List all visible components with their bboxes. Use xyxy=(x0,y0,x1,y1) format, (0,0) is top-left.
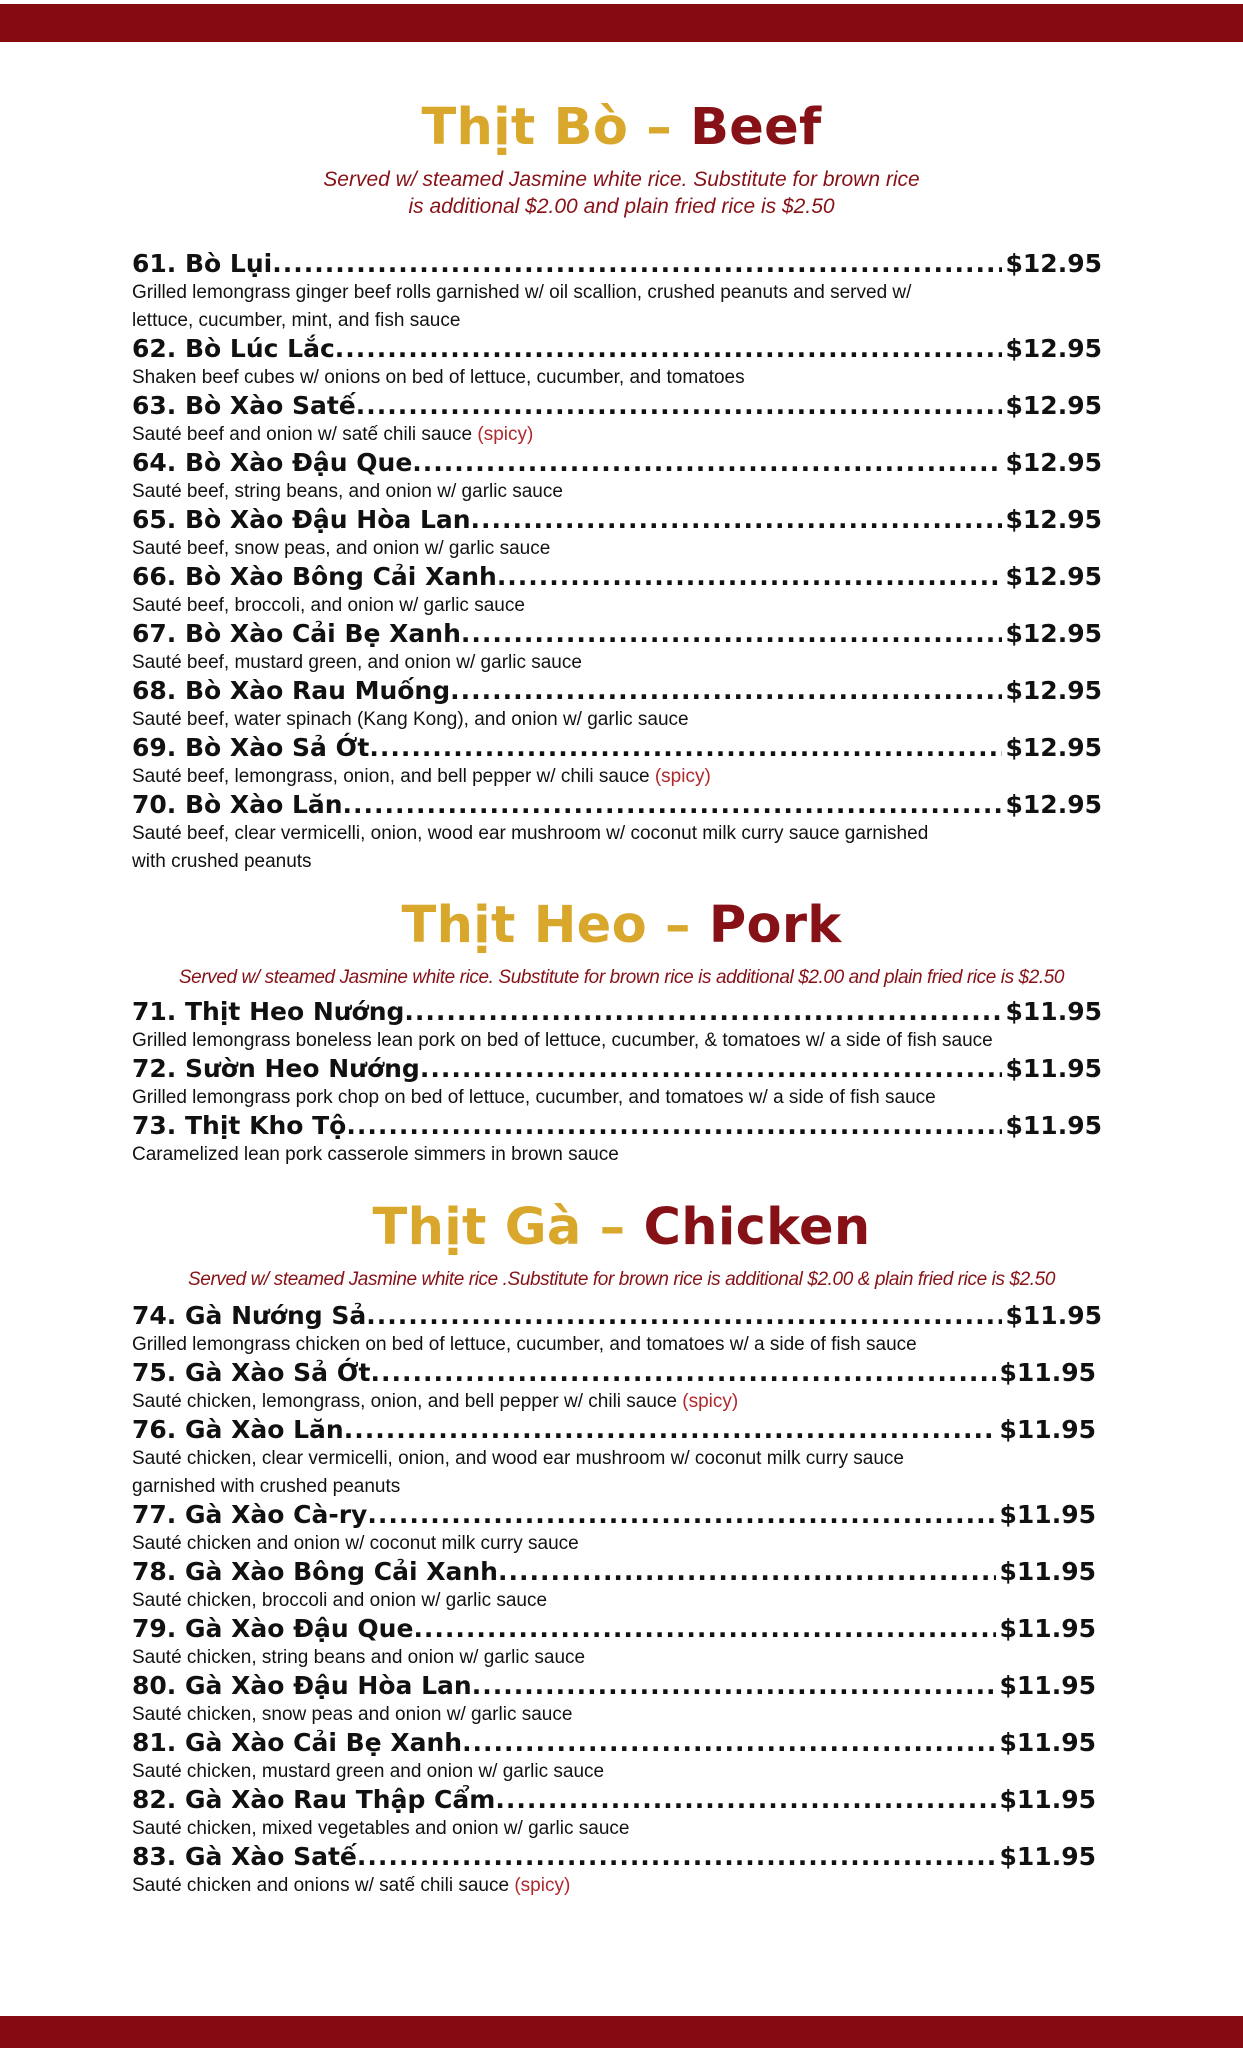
menu-item xyxy=(132,1613,1102,1670)
dot-leader xyxy=(462,1727,995,1759)
item-description: Sauté chicken, string beans and onion w/ garlic sauce xyxy=(132,1647,586,1668)
pork-menu-list xyxy=(132,996,1102,1167)
item-price: $11.95 xyxy=(999,1415,1096,1444)
chicken-section-title xyxy=(0,1198,1243,1258)
pork-rice-note: Served w/ steamed Jasmine white rice. Substitute for brown rice is additional $2.00 and plain fried rice is $2.50 xyxy=(178,967,1065,988)
dot-leader xyxy=(461,618,1002,650)
item-price: $12.95 xyxy=(1005,249,1102,278)
dot-leader xyxy=(335,333,1002,365)
item-name: 70. Bò Xào Lăn xyxy=(132,790,343,819)
item-name: 67. Bò Xào Cải Bẹ Xanh xyxy=(132,619,461,648)
item-description-text: Sauté beef, lemongrass, onion, and bell pepper w/ chili sauce xyxy=(132,766,655,787)
dot-leader xyxy=(369,732,1001,764)
item-price: $11.95 xyxy=(999,1785,1096,1814)
menu-item xyxy=(132,1784,1102,1841)
item-description: Shaken beef cubes w/ onions on bed of lettuce, cucumber, and tomatoes xyxy=(132,367,745,388)
dot-leader xyxy=(498,1556,996,1588)
menu-item xyxy=(132,561,1102,618)
dot-leader xyxy=(472,1670,996,1702)
item-price: $12.95 xyxy=(1005,676,1102,705)
item-name: 80. Gà Xào Đậu Hòa Lan xyxy=(132,1671,472,1700)
menu-item xyxy=(132,1841,1102,1898)
chicken-title-eng: Chicken xyxy=(643,1198,871,1257)
item-price: $12.95 xyxy=(1005,790,1102,819)
item-name: 68. Bò Xào Rau Muống xyxy=(132,676,451,705)
spicy-label: (spicy) xyxy=(682,1391,739,1412)
beef-menu-list xyxy=(132,248,1102,874)
dot-leader xyxy=(272,248,1001,280)
item-price: $11.95 xyxy=(1005,1111,1102,1140)
beef-section-title xyxy=(0,98,1243,158)
item-price: $11.95 xyxy=(1005,997,1102,1026)
chicken-menu-list xyxy=(132,1300,1102,1898)
item-description: Sauté beef, snow peas, and onion w/ garlic sauce xyxy=(132,538,551,559)
item-price: $12.95 xyxy=(1005,562,1102,591)
menu-item xyxy=(132,504,1102,561)
item-name: 79. Gà Xào Đậu Que xyxy=(132,1614,414,1643)
item-name: 77. Gà Xào Cà-ry xyxy=(132,1500,368,1529)
item-name: 76. Gà Xào Lăn xyxy=(132,1415,344,1444)
item-price: $11.95 xyxy=(999,1614,1096,1643)
item-description: Sauté beef, string beans, and onion w/ garlic sauce xyxy=(132,481,563,502)
item-description-text: Sauté chicken, lemongrass, onion, and bell pepper w/ chili sauce xyxy=(132,1391,683,1412)
spicy-label: (spicy) xyxy=(654,766,711,787)
spicy-label: (spicy) xyxy=(514,1875,571,1896)
menu-item xyxy=(132,618,1102,675)
item-name: 75. Gà Xào Sả Ớt xyxy=(132,1358,371,1387)
menu-item xyxy=(132,248,1102,333)
item-name: 71. Thịt Heo Nướng xyxy=(132,997,405,1026)
chicken-rice-note: Served w/ steamed Jasmine white rice .Substitute for brown rice is additional $2.00 & plain fried rice is $2.50 xyxy=(188,1269,1055,1290)
item-description: Grilled lemongrass chicken on bed of lettuce, cucumber, and tomatoes w/ a side of fish sauce xyxy=(132,1334,917,1355)
beef-rice-note-line2: is additional $2.00 and plain fried rice is $2.50 xyxy=(408,195,835,218)
item-price: $11.95 xyxy=(999,1842,1096,1871)
chicken-title-viet: Thịt Gà – xyxy=(372,1198,644,1257)
item-description: Sauté chicken, mustard green and onion w/ garlic sauce xyxy=(132,1761,605,1782)
item-price: $11.95 xyxy=(1005,1301,1102,1330)
menu-item xyxy=(132,732,1102,789)
menu-item xyxy=(132,1053,1102,1110)
item-name: 69. Bò Xào Sả Ớt xyxy=(132,733,370,762)
item-price: $12.95 xyxy=(1005,733,1102,762)
item-name: 83. Gà Xào Satế xyxy=(132,1842,357,1871)
item-description xyxy=(132,421,932,449)
item-price: $11.95 xyxy=(999,1728,1096,1757)
dot-leader xyxy=(471,504,1002,536)
menu-item xyxy=(132,1556,1102,1613)
item-name: 64. Bò Xào Đậu Que xyxy=(132,448,413,477)
beef-rice-note xyxy=(0,166,1243,220)
dot-leader xyxy=(404,996,1001,1028)
item-name: 61. Bò Lụi xyxy=(132,249,273,278)
dot-leader xyxy=(495,1784,995,1816)
top-banner-bar xyxy=(0,4,1243,42)
dot-leader xyxy=(450,675,1001,707)
item-description: Grilled lemongrass boneless lean pork on bed of lettuce, cucumber, & tomatoes w/ a side of fish sauce xyxy=(132,1030,993,1051)
menu-item xyxy=(132,1357,1102,1414)
item-price: $11.95 xyxy=(1005,1054,1102,1083)
item-name: 81. Gà Xào Cải Bẹ Xanh xyxy=(132,1728,463,1757)
menu-item xyxy=(132,1110,1102,1167)
item-description: Caramelized lean pork casserole simmers in brown sauce xyxy=(132,1144,619,1165)
dot-leader xyxy=(497,561,1002,593)
pork-title-eng: Pork xyxy=(708,896,842,955)
item-name: 66. Bò Xào Bông Cải Xanh xyxy=(132,562,497,591)
dot-leader xyxy=(356,390,1002,422)
menu-item xyxy=(132,1414,1102,1499)
dot-leader xyxy=(366,1300,1001,1332)
item-description: Grilled lemongrass pork chop on bed of lettuce, cucumber, and tomatoes w/ a side of fish sauce xyxy=(132,1087,936,1108)
item-name: 63. Bò Xào Satế xyxy=(132,391,356,420)
item-description: Sauté chicken and onion w/ coconut milk curry sauce xyxy=(132,1533,579,1554)
item-price: $12.95 xyxy=(1005,334,1102,363)
menu-item xyxy=(132,675,1102,732)
menu-item xyxy=(132,1499,1102,1556)
menu-item xyxy=(132,390,1102,447)
dot-leader xyxy=(413,1613,995,1645)
item-price: $12.95 xyxy=(1005,448,1102,477)
beef-title-eng: Beef xyxy=(690,98,822,157)
item-name: 72. Sườn Heo Nướng xyxy=(132,1054,420,1083)
item-price: $11.95 xyxy=(999,1671,1096,1700)
item-name: 74. Gà Nướng Sả xyxy=(132,1301,367,1330)
item-description: Sauté chicken, clear vermicelli, onion, and wood ear mushroom w/ coconut milk curry sauce garnished with crushed peanuts xyxy=(132,1448,904,1497)
dot-leader xyxy=(412,447,1001,479)
item-price: $11.95 xyxy=(999,1557,1096,1586)
item-description: Sauté chicken, snow peas and onion w/ garlic sauce xyxy=(132,1704,573,1725)
dot-leader xyxy=(344,1414,996,1446)
item-name: 82. Gà Xào Rau Thập Cẩm xyxy=(132,1785,496,1814)
item-price: $12.95 xyxy=(1005,505,1102,534)
item-description: Sauté chicken, broccoli and onion w/ garlic sauce xyxy=(132,1590,548,1611)
menu-item xyxy=(132,996,1102,1053)
item-price: $12.95 xyxy=(1005,619,1102,648)
item-name: 65. Bò Xào Đậu Hòa Lan xyxy=(132,505,471,534)
item-description: Sauté chicken, mixed vegetables and onion w/ garlic sauce xyxy=(132,1818,630,1839)
item-description xyxy=(132,1388,932,1416)
menu-item xyxy=(132,789,1102,874)
item-description: Sauté beef, broccoli, and onion w/ garlic sauce xyxy=(132,595,525,616)
item-name: 78. Gà Xào Bông Cải Xanh xyxy=(132,1557,498,1586)
menu-item xyxy=(132,1727,1102,1784)
item-description: Sauté beef, mustard green, and onion w/ garlic sauce xyxy=(132,652,582,673)
pork-section-title xyxy=(0,896,1243,956)
dot-leader xyxy=(420,1053,1002,1085)
item-description-text: Sauté beef and onion w/ satế chili sauce xyxy=(132,424,478,445)
spicy-label: (spicy) xyxy=(477,424,534,445)
item-description xyxy=(132,763,932,791)
item-name: 62. Bò Lúc Lắc xyxy=(132,334,335,363)
menu-item xyxy=(132,1300,1102,1357)
dot-leader xyxy=(357,1841,996,1873)
menu-item xyxy=(132,333,1102,390)
item-price: $12.95 xyxy=(1005,391,1102,420)
beef-rice-note-line1: Served w/ steamed Jasmine white rice. Substitute for brown rice xyxy=(323,168,920,191)
item-price: $11.95 xyxy=(999,1500,1096,1529)
item-description: Grilled lemongrass ginger beef rolls garnished w/ oil scallion, crushed peanuts and served w/ lettuce, cucumber, mint, and fish sauce xyxy=(132,282,912,331)
pork-title-viet: Thịt Heo – xyxy=(401,896,709,955)
menu-item xyxy=(132,1670,1102,1727)
bottom-banner-bar xyxy=(0,2016,1243,2048)
menu-item xyxy=(132,447,1102,504)
item-description xyxy=(132,1872,932,1900)
dot-leader xyxy=(343,789,1002,821)
item-description: Sauté beef, water spinach (Kang Kong), and onion w/ garlic sauce xyxy=(132,709,689,730)
item-description: Sauté beef, clear vermicelli, onion, wood ear mushroom w/ coconut milk curry sauce garnished with crushed peanuts xyxy=(132,823,929,872)
item-price: $11.95 xyxy=(999,1358,1096,1387)
dot-leader xyxy=(370,1357,995,1389)
beef-title-viet: Thịt Bò – xyxy=(421,98,691,157)
dot-leader xyxy=(346,1110,1001,1142)
dot-leader xyxy=(367,1499,995,1531)
item-name: 73. Thịt Kho Tộ xyxy=(132,1111,347,1140)
item-description-text: Sauté chicken and onions w/ satế chili sauce xyxy=(132,1875,515,1896)
